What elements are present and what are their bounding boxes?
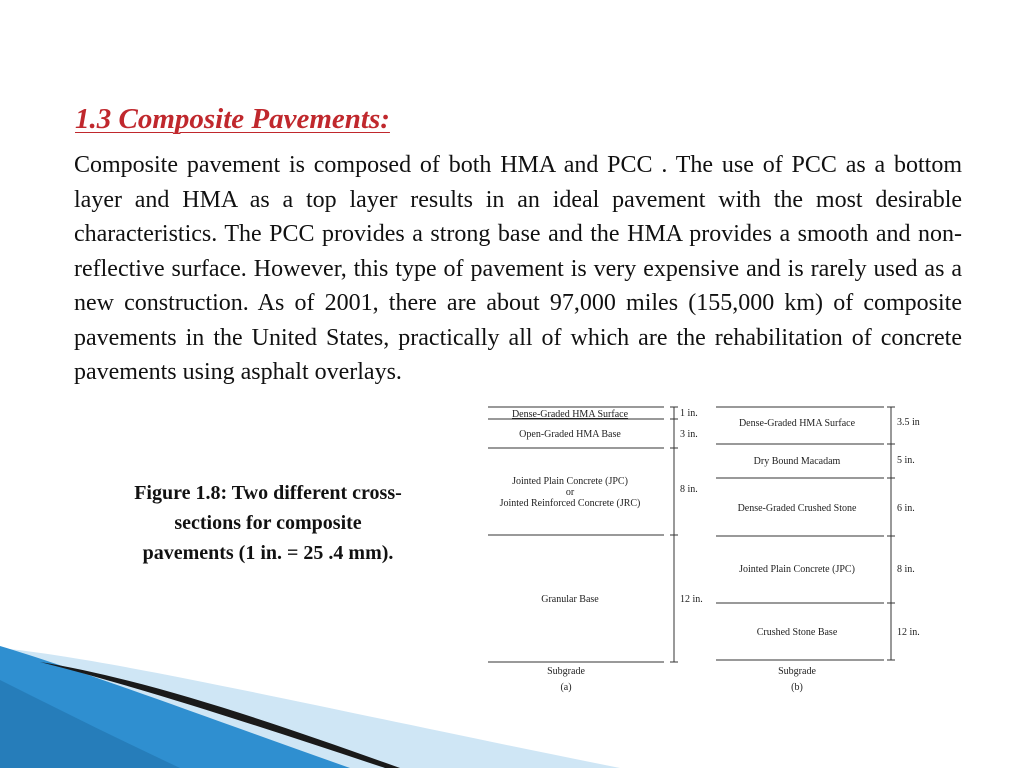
thickness-label: 5 in. — [897, 455, 915, 466]
thickness-label: 12 in. — [897, 627, 920, 638]
layer-label: or — [565, 487, 575, 498]
thickness-label: 6 in. — [897, 503, 915, 514]
layer-label: Dry Bound Macadam — [753, 456, 841, 467]
paragraph-line: pavement is very expensive and is rarely used as a new construction. As of — [74, 255, 963, 316]
paragraph-line: 2001, there are about 97,000 miles (155,000 km) of composite pavements in — [74, 290, 963, 351]
paragraph-line: HMA provides a smooth and non- reflective surface. However, this type of — [74, 221, 963, 282]
section-label: (a) — [560, 682, 572, 693]
thickness-label: 3.5 in — [897, 417, 920, 428]
section-a-lines — [488, 407, 664, 662]
section-a-dimension — [670, 407, 678, 662]
layer-label: Dense-Graded HMA Surface — [511, 409, 629, 420]
layer-label: Dense-Graded HMA Surface — [738, 418, 856, 429]
thickness-label: 3 in. — [680, 429, 698, 440]
section-b-dimension — [887, 407, 895, 660]
section-b-lines — [716, 407, 884, 660]
figure-caption — [88, 478, 448, 568]
thickness-label: 12 in. — [680, 594, 703, 605]
body-paragraph — [74, 148, 962, 390]
decorative-swoosh — [0, 640, 620, 768]
subgrade-label: Subgrade — [547, 666, 585, 677]
layer-label: Crushed Stone Base — [756, 627, 838, 638]
thickness-label: 1 in. — [680, 408, 698, 419]
layer-label: Jointed Plain Concrete (JPC) — [512, 476, 628, 487]
layer-label: Granular Base — [541, 594, 599, 605]
section-label: (b) — [791, 682, 803, 693]
slide-title: 1.3 Composite Pavements: — [75, 103, 390, 135]
paragraph-line: the most desirable characteristics. The PCC provides a strong base and the — [74, 186, 963, 247]
subgrade-label: Subgrade — [778, 666, 816, 677]
layer-label: Jointed Plain Concrete (JPC) — [739, 564, 855, 575]
paragraph-line: the United States, practically all of which are the rehabilitation of concrete — [213, 324, 962, 351]
paragraph-line: Composite pavement is composed of both HMA and PCC . The use of PCC — [74, 152, 837, 178]
layer-label: Jointed Reinforced Concrete (JRC) — [499, 498, 641, 509]
caption-line: pavements (1 in. = 25 .4 mm). — [142, 542, 394, 564]
layer-label: Open-Graded HMA Base — [519, 429, 621, 440]
caption-line: sections for composite — [174, 512, 362, 534]
paragraph-line: pavements using asphalt overlays. — [74, 359, 402, 385]
caption-line: Figure 1.8: Two different cross- — [134, 482, 402, 504]
thickness-label: 8 in. — [897, 564, 915, 575]
layer-label: Dense-Graded Crushed Stone — [737, 503, 857, 514]
thickness-label: 8 in. — [680, 484, 698, 495]
paragraph-line: as a bottom layer and HMA as a top layer results in an ideal pavement with — [74, 152, 963, 213]
